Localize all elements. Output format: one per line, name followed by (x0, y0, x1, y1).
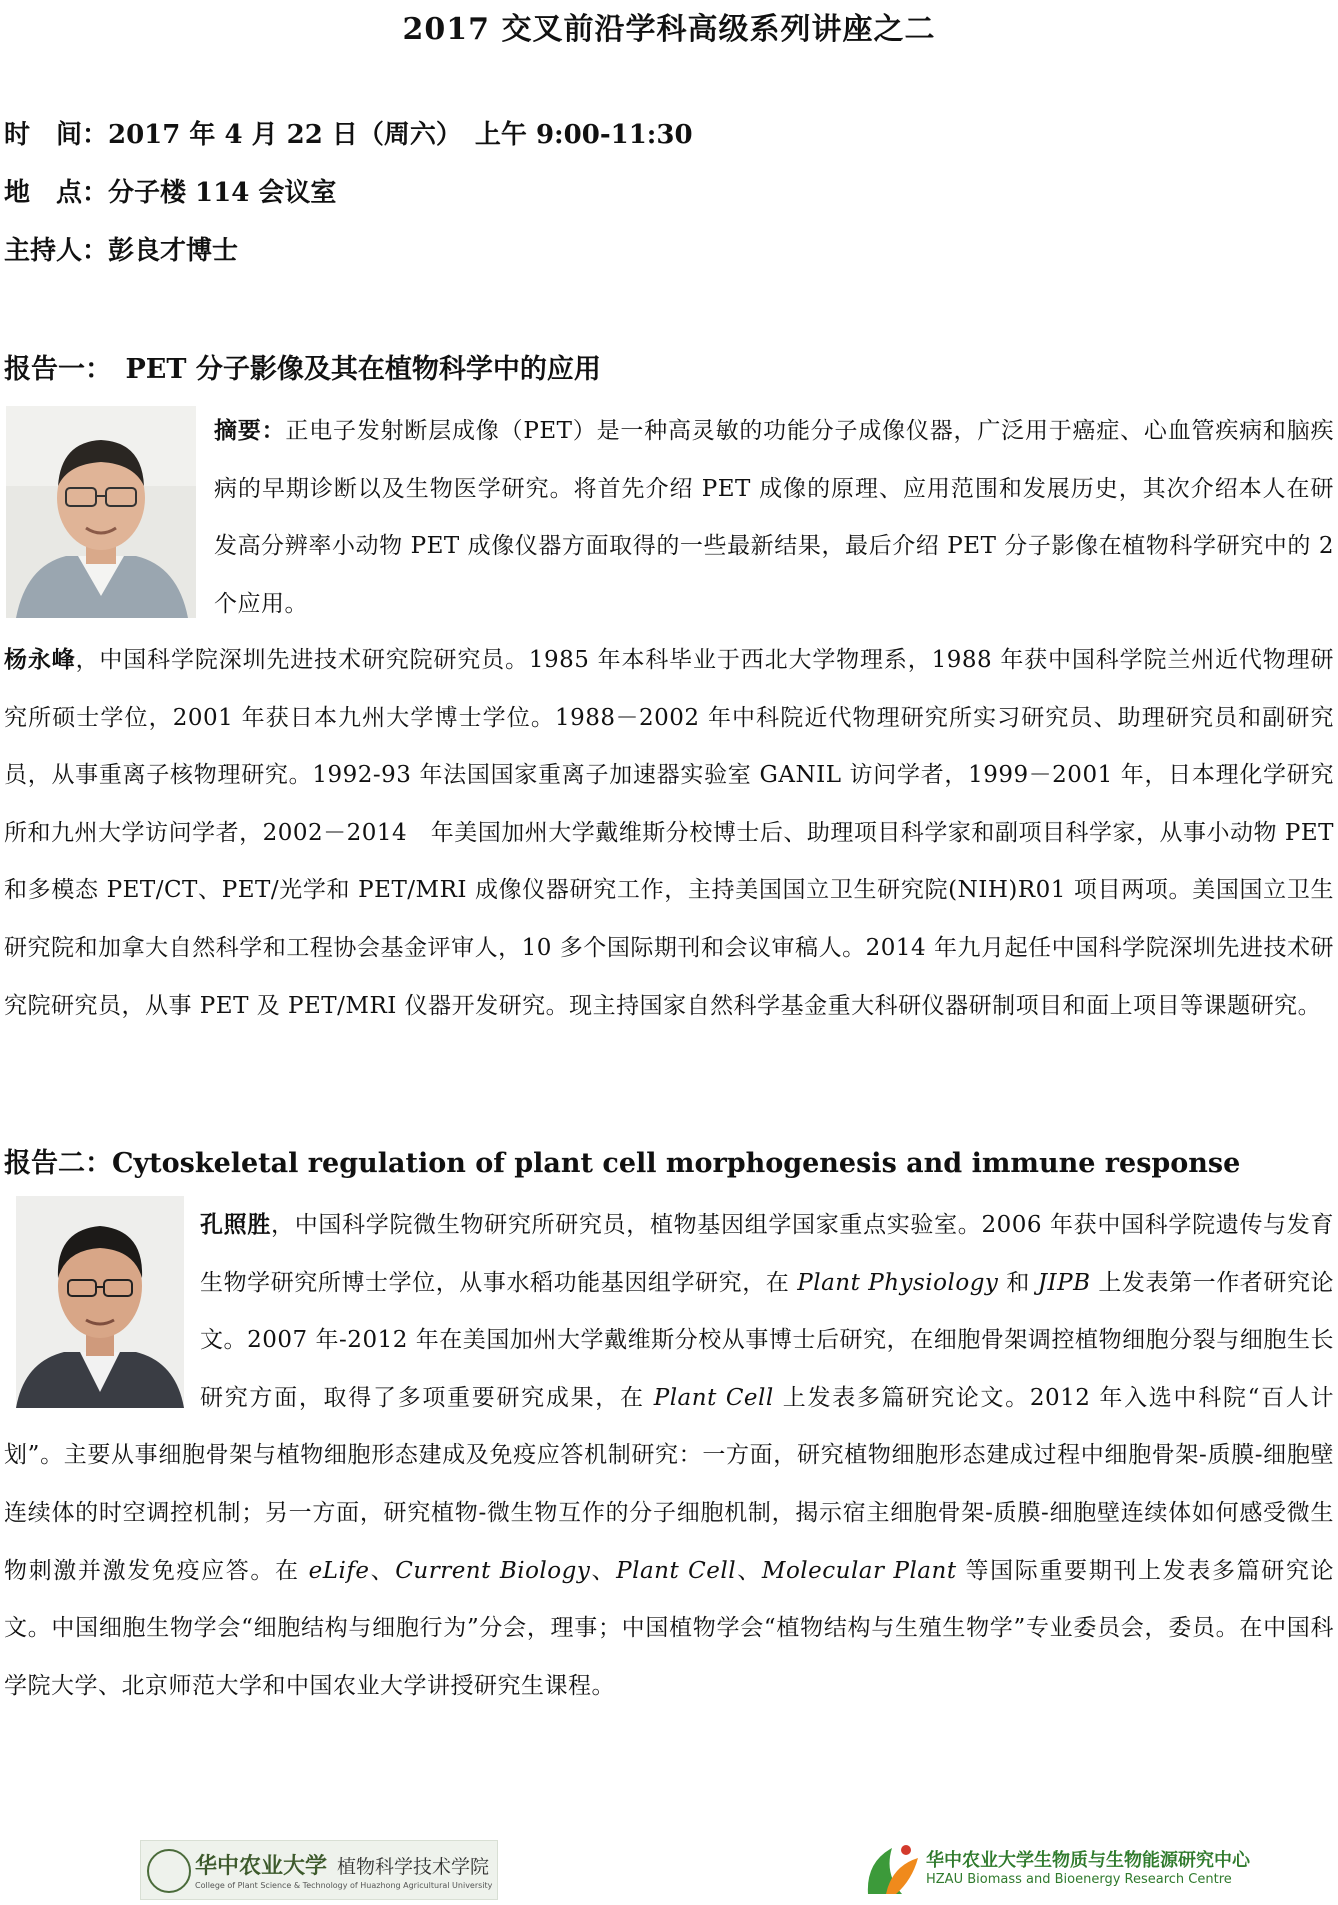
journal-separator: 、 (369, 1557, 396, 1584)
speaker2-name: 孔照胜 (200, 1211, 272, 1238)
hzau-name: 华中农业大学 (195, 1853, 328, 1879)
centre-name-en: HZAU Biomass and Bioenergy Research Centre (926, 1872, 1232, 1887)
speaker2-bio-p1: ，中国科学院微生物研究所研究员，植物基因组学国家重点实验室。2006 年获中国科学院遗传与发育生物学研究所博士学位，从事水稻功能基因组学研究，在 (200, 1212, 1334, 1296)
speaker2-bio-p5: 等国际重要期刊上发表多篇研究论文。中国细胞生物学会“细胞结构与细胞行为”分会，理事；中国植物学会“植物结构与生殖生物学”专业委员会，委员。在中国科学院大学、北京师范大学和中国农业大学讲授研究生课程。 (4, 1557, 1334, 1699)
biomass-centre-logo (862, 1840, 1250, 1898)
leaf-logo-icon (862, 1840, 922, 1898)
journal-molecular-plant: Molecular Plant (761, 1557, 957, 1584)
speaker2-bio-p3: 上发表第一作者研究论文。2007 年-2012 年在美国加州大学戴维斯分校从事博士后研究，在细胞骨架调控植物细胞分裂与细胞生长研究方面，取得了多项重要研究成果，在 (200, 1269, 1335, 1411)
speaker2-bio (4, 1196, 1334, 1715)
report1-heading: 报告一： PET 分子影像及其在植物科学中的应用 (4, 354, 601, 385)
journal-plant-cell: Plant Cell (653, 1384, 774, 1411)
page-title: 2017 交叉前沿学科高级系列讲座之二 (402, 12, 936, 47)
journal-jipb: JIPB (1037, 1269, 1091, 1296)
lecture-time: 时 间：2017 年 4 月 22 日（周六） 上午 9:00-11:30 (4, 120, 693, 150)
hzau-seal-icon (147, 1849, 191, 1893)
journal-separator: 、 (736, 1557, 762, 1584)
journal-separator: 、 (590, 1557, 617, 1584)
hzau-college-logo (140, 1840, 498, 1900)
speaker1-bio (4, 631, 1334, 1035)
speaker2-bio-p4: 上发表多篇研究论文。2012 年入选中科院“百人计划”。主要从事细胞骨架与植物细胞形态建成及免疫应答机制研究：一方面，研究植物细胞形态建成过程中细胞骨架-质膜-细胞壁连续体的时空调控机制；另一方面，研究植物-微生物互作的分子细胞机制，揭示宿主细胞骨架-质膜-细胞壁连续体如何感受微生物刺激并激发免疫应答。在 (4, 1384, 1334, 1584)
journal-plant-cell-2: Plant Cell (616, 1557, 737, 1584)
lecture-place: 地 点：分子楼 114 会议室 (4, 178, 337, 208)
speaker1-name: 杨永峰 (4, 646, 76, 673)
journal-elife: eLife (308, 1557, 370, 1584)
speaker2-bio-p2: 和 (998, 1269, 1038, 1296)
photo-spacer (4, 1196, 200, 1426)
speaker1-photo (6, 406, 196, 618)
lecture-host: 主持人：彭良才博士 (4, 236, 239, 266)
abstract-text: 正电子发射断层成像（PET）是一种高灵敏的功能分子成像仪器，广泛用于癌症、心血管疾病和脑疾病的早期诊断以及生物医学研究。将首先介绍 PET 成像的原理、应用范围和发展历史，其次介绍本人在研发高分辨率小动物 PET 成像仪器方面取得的一些最新结果，最后介绍 PET 分子影像在植物科学研究中的 2 个应用。 (214, 418, 1335, 617)
centre-name: 华中农业大学生物质与生物能源研究中心 (926, 1850, 1250, 1871)
journal-current-biology: Current Biology (395, 1557, 591, 1584)
college-name: 植物科学技术学院 (337, 1856, 490, 1878)
journal-plant-physiology: Plant Physiology (797, 1269, 999, 1296)
abstract-label: 摘要： (214, 417, 286, 444)
speaker1-bio-text: ，中国科学院深圳先进技术研究院研究员。1985 年本科毕业于西北大学物理系，1988 年获中国科学院兰州近代物理研究所硕士学位，2001 年获日本九州大学博士学位。1988－2002 年中科院近代物理研究所实习研究员、助理研究员和副研究员，从事重离子核物理研究。1992-93 年法国国家重离子加速器实验室 GANIL 访问学者，1999－2001 年，日本理化学研究所和九州大学访问学者，2002－2014 年美国加州大学戴维斯分校博士后、助理项目科学家和副项目科学家，从事小动物 PET 和多模态 PET/CT、PET/光学和 PET/MRI 成像仪器研究工作，主持美国国立卫生研究院(NIH)R01 项目两项。美国国立卫生研究院和加拿大自然科学和工程协会基金评审人，10 多个国际期刊和会议审稿人。2014 年九月起任中国科学院深圳先进技术研究院研究员，从事 PET 及 PET/MRI 仪器开发研究。现主持国家自然科学基金重大科研仪器研制项目和面上项目等课题研究。 (4, 647, 1334, 1019)
college-name-en: College of Plant Science & Technology of Huazhong Agricultural University (195, 1881, 493, 1890)
report2-heading: 报告二：Cytoskeletal regulation of plant cell morphogenesis and immune response (4, 1148, 1241, 1179)
report1-abstract (214, 402, 1334, 633)
